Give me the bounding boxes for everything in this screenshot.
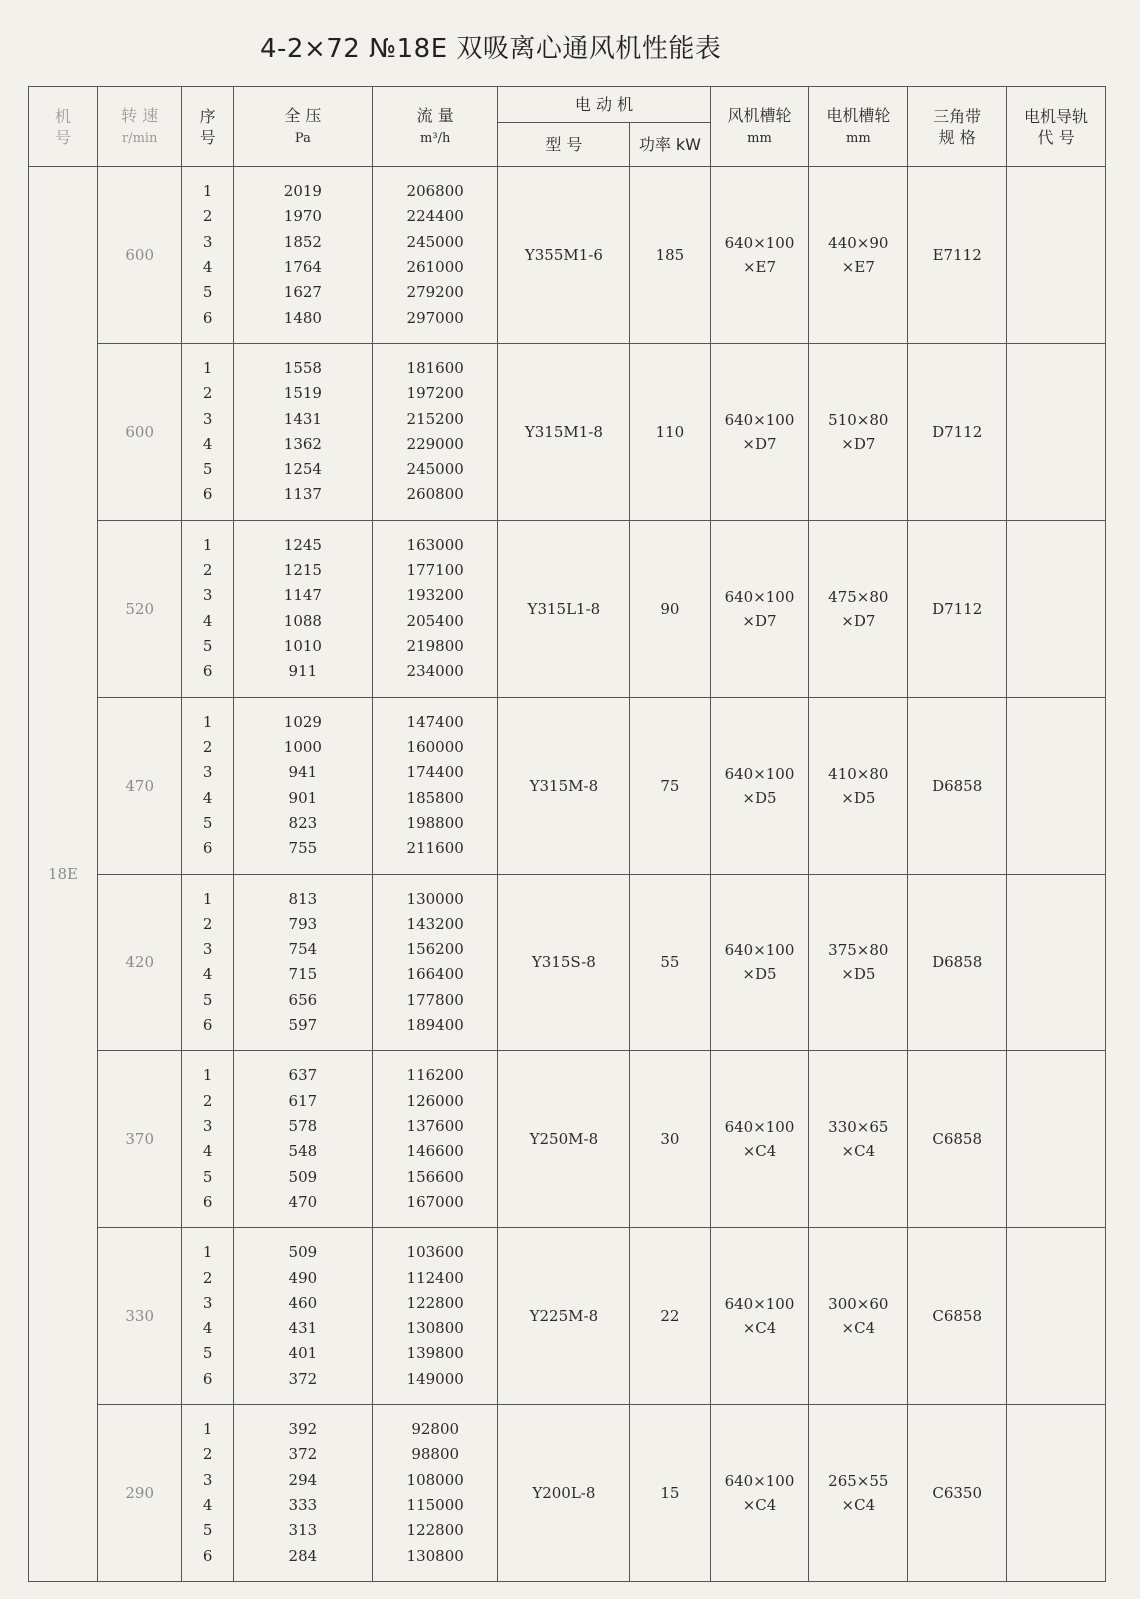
seq-cell-value: 5	[202, 813, 213, 832]
fan-pulley-cell-line: ×C4	[742, 1319, 777, 1338]
pressure-cell-value: 1029	[283, 712, 322, 731]
pressure-cell-value: 1558	[283, 358, 322, 377]
flow-cell-value: 224400	[406, 207, 464, 226]
flow-cell-value: 108000	[406, 1470, 464, 1489]
flow-cell-value: 229000	[406, 434, 464, 453]
pressure-cell-value: 1764	[283, 257, 322, 276]
seq-cell-value: 1	[202, 889, 213, 908]
flow-cell-value: 130800	[406, 1319, 464, 1338]
pressure-cell-value: 392	[288, 1420, 318, 1439]
motor-type-cell: Y315M-8	[498, 697, 630, 874]
motor-pulley-cell-line: ×D7	[841, 434, 876, 453]
pressure-cell	[233, 1228, 372, 1405]
flow-cell-value: 245000	[406, 460, 464, 479]
belt-cell: D7112	[908, 343, 1007, 520]
pressure-cell-value: 1215	[283, 561, 322, 580]
pressure-cell-value: 372	[288, 1445, 318, 1464]
page-title: 4-2×72 №18E 双吸离心通风机性能表	[260, 34, 722, 64]
pressure-cell-value: 715	[288, 965, 318, 984]
header-model-no: 机 号	[29, 87, 98, 167]
table-row	[29, 1228, 1106, 1405]
pressure-cell-value: 490	[288, 1268, 318, 1287]
pressure-cell-value: 313	[288, 1521, 318, 1540]
fan-pulley-cell-line: 640×100	[724, 764, 795, 783]
seq-cell-value: 3	[202, 409, 213, 428]
pressure-cell	[233, 874, 372, 1051]
pressure-cell	[233, 520, 372, 697]
flow-cell-value: 206800	[406, 182, 464, 201]
fan-pulley-cell-line: 640×100	[724, 1295, 795, 1314]
header-speed: 转 速 r/min	[97, 87, 181, 167]
seq-cell-value: 5	[202, 990, 213, 1009]
pressure-cell-value: 1519	[283, 384, 322, 403]
flow-cell-value: 103600	[406, 1243, 464, 1262]
motor-pulley-cell-line: 440×90	[828, 233, 889, 252]
motor-pulley-cell-line: ×E7	[841, 257, 875, 276]
header-pressure: 全 压 Pa	[233, 87, 372, 167]
flow-cell-value: 174400	[406, 763, 464, 782]
pressure-cell-value: 1852	[283, 232, 322, 251]
pressure-cell-value: 754	[288, 940, 318, 959]
motor-pulley-cell	[809, 1405, 908, 1582]
fan-pulley-cell	[710, 520, 809, 697]
flow-cell-value: 193200	[406, 586, 464, 605]
seq-cell-value: 5	[202, 1167, 213, 1186]
pressure-cell-value: 941	[288, 763, 318, 782]
seq-cell-value: 3	[202, 1293, 213, 1312]
rail-cell	[1007, 343, 1106, 520]
fan-pulley-cell	[710, 167, 809, 344]
flow-cell	[372, 520, 498, 697]
seq-cell-value: 3	[202, 940, 213, 959]
table-row	[29, 167, 1106, 344]
pressure-cell-value: 1362	[283, 434, 322, 453]
belt-cell: C6858	[908, 1228, 1007, 1405]
belt-cell: C6858	[908, 1051, 1007, 1228]
pressure-cell-value: 372	[288, 1369, 318, 1388]
pressure-cell-value: 294	[288, 1470, 318, 1489]
seq-cell-value: 6	[202, 839, 213, 858]
motor-power-cell: 185	[630, 167, 710, 344]
seq-cell-value: 2	[202, 384, 213, 403]
fan-model-cell: 18E	[29, 167, 98, 1582]
motor-pulley-cell	[809, 343, 908, 520]
motor-pulley-cell-line: 300×60	[828, 1295, 889, 1314]
flow-cell-value: 245000	[406, 232, 464, 251]
pressure-cell-value: 431	[288, 1319, 318, 1338]
rail-cell	[1007, 1228, 1106, 1405]
fan-pulley-cell	[710, 1405, 809, 1582]
motor-type-cell: Y355M1-6	[498, 167, 630, 344]
flow-cell-value: 181600	[406, 358, 464, 377]
flow-cell-value: 234000	[406, 662, 464, 681]
pressure-cell-value: 813	[288, 889, 318, 908]
seq-cell-value: 6	[202, 1192, 213, 1211]
motor-type-cell: Y315S-8	[498, 874, 630, 1051]
seq-cell-value: 1	[202, 1066, 213, 1085]
table-row	[29, 697, 1106, 874]
pressure-cell-value: 578	[288, 1117, 318, 1136]
seq-cell-value: 3	[202, 586, 213, 605]
flow-cell-value: 156200	[406, 940, 464, 959]
seq-cell	[182, 874, 233, 1051]
seq-cell	[182, 697, 233, 874]
seq-cell-value: 5	[202, 283, 213, 302]
seq-cell-value: 6	[202, 1546, 213, 1565]
motor-power-cell: 30	[630, 1051, 710, 1228]
flow-cell-value: 115000	[406, 1496, 464, 1515]
seq-cell	[182, 343, 233, 520]
seq-cell-value: 5	[202, 460, 213, 479]
seq-cell-value: 4	[202, 434, 213, 453]
motor-power-cell: 15	[630, 1405, 710, 1582]
pressure-cell-value: 548	[288, 1142, 318, 1161]
pressure-cell-value: 901	[288, 788, 318, 807]
flow-cell-value: 116200	[406, 1066, 464, 1085]
motor-type-cell: Y315M1-8	[498, 343, 630, 520]
flow-cell-value: 215200	[406, 409, 464, 428]
flow-cell-value: 185800	[406, 788, 464, 807]
flow-cell	[372, 697, 498, 874]
motor-pulley-cell-line: 375×80	[828, 941, 889, 960]
flow-cell-value: 166400	[406, 965, 464, 984]
motor-pulley-cell	[809, 1228, 908, 1405]
seq-cell-value: 4	[202, 611, 213, 630]
flow-cell-value: 177100	[406, 561, 464, 580]
pressure-cell-value: 911	[288, 662, 318, 681]
header-motor: 电 动 机	[498, 87, 710, 123]
flow-cell-value: 112400	[406, 1268, 464, 1287]
pressure-cell-value: 823	[288, 813, 318, 832]
flow-cell-value: 122800	[406, 1293, 464, 1312]
seq-cell-value: 1	[202, 1420, 213, 1439]
seq-cell-value: 3	[202, 1470, 213, 1489]
pressure-cell-value: 1254	[283, 460, 322, 479]
pressure-cell-value: 1970	[283, 207, 322, 226]
belt-cell: D6858	[908, 874, 1007, 1051]
speed-cell: 330	[97, 1228, 181, 1405]
seq-cell	[182, 520, 233, 697]
pressure-cell	[233, 1405, 372, 1582]
flow-cell-value: 260800	[406, 485, 464, 504]
flow-cell-value: 130000	[406, 889, 464, 908]
fan-pulley-cell	[710, 874, 809, 1051]
seq-cell-value: 4	[202, 1319, 213, 1338]
header-motor-type: 型 号	[498, 123, 630, 167]
flow-cell-value: 167000	[406, 1192, 464, 1211]
motor-pulley-cell-line: 410×80	[828, 764, 889, 783]
motor-power-cell: 55	[630, 874, 710, 1051]
seq-cell-value: 6	[202, 662, 213, 681]
seq-cell-value: 6	[202, 1369, 213, 1388]
pressure-cell-value: 284	[288, 1546, 318, 1565]
pressure-cell	[233, 343, 372, 520]
seq-cell-value: 4	[202, 1496, 213, 1515]
pressure-cell-value: 597	[288, 1016, 318, 1035]
flow-cell-value: 130800	[406, 1546, 464, 1565]
rail-cell	[1007, 874, 1106, 1051]
flow-cell-value: 160000	[406, 737, 464, 756]
motor-pulley-cell-line: ×C4	[841, 1319, 876, 1338]
speed-cell: 520	[97, 520, 181, 697]
pressure-cell-value: 1627	[283, 283, 322, 302]
fan-pulley-cell-line: ×E7	[742, 257, 777, 276]
motor-power-cell: 22	[630, 1228, 710, 1405]
fan-pulley-cell-line: ×D5	[742, 788, 777, 807]
motor-pulley-cell-line: ×C4	[841, 1496, 876, 1515]
motor-pulley-cell	[809, 1051, 908, 1228]
speed-cell: 470	[97, 697, 181, 874]
table-row	[29, 520, 1106, 697]
motor-pulley-cell	[809, 167, 908, 344]
fan-pulley-cell-line: ×D5	[742, 965, 777, 984]
motor-type-cell: Y250M-8	[498, 1051, 630, 1228]
seq-cell-value: 2	[202, 737, 213, 756]
seq-cell-value: 2	[202, 1445, 213, 1464]
flow-cell-value: 143200	[406, 914, 464, 933]
fan-pulley-cell-line: 640×100	[724, 233, 795, 252]
speed-cell: 370	[97, 1051, 181, 1228]
pressure-cell-value: 2019	[283, 182, 322, 201]
rail-cell	[1007, 1051, 1106, 1228]
flow-cell-value: 156600	[406, 1167, 464, 1186]
seq-cell-value: 6	[202, 308, 213, 327]
flow-cell-value: 297000	[406, 308, 464, 327]
pressure-cell-value: 617	[288, 1091, 318, 1110]
flow-cell-value: 279200	[406, 283, 464, 302]
seq-cell	[182, 1051, 233, 1228]
flow-cell-value: 137600	[406, 1117, 464, 1136]
motor-pulley-cell-line: 330×65	[828, 1118, 889, 1137]
flow-cell-value: 98800	[411, 1445, 460, 1464]
pressure-cell-value: 793	[288, 914, 318, 933]
flow-cell	[372, 1405, 498, 1582]
seq-cell	[182, 167, 233, 344]
seq-cell-value: 1	[202, 182, 213, 201]
table-row	[29, 1051, 1106, 1228]
motor-type-cell: Y315L1-8	[498, 520, 630, 697]
fan-pulley-cell-line: 640×100	[724, 587, 795, 606]
pressure-cell-value: 333	[288, 1496, 318, 1515]
flow-cell-value: 149000	[406, 1369, 464, 1388]
header-fan-pulley: 风机槽轮 mm	[710, 87, 809, 167]
motor-power-cell: 110	[630, 343, 710, 520]
flow-cell	[372, 1051, 498, 1228]
belt-cell: D6858	[908, 697, 1007, 874]
pressure-cell-value: 656	[288, 990, 318, 1009]
table-row	[29, 1405, 1106, 1582]
pressure-cell-value: 460	[288, 1293, 318, 1312]
pressure-cell-value: 1147	[283, 586, 322, 605]
seq-cell-value: 6	[202, 485, 213, 504]
motor-pulley-cell-line: ×D7	[841, 611, 876, 630]
speed-cell: 600	[97, 343, 181, 520]
seq-cell-value: 2	[202, 207, 213, 226]
seq-cell-value: 1	[202, 358, 213, 377]
flow-cell-value: 163000	[406, 535, 464, 554]
motor-pulley-cell	[809, 520, 908, 697]
pressure-cell	[233, 167, 372, 344]
fan-pulley-cell-line: 640×100	[724, 1118, 795, 1137]
flow-cell-value: 177800	[406, 990, 464, 1009]
table-row	[29, 874, 1106, 1051]
motor-power-cell: 90	[630, 520, 710, 697]
header-motor-pulley: 电机槽轮 mm	[809, 87, 908, 167]
table-row	[29, 343, 1106, 520]
seq-cell-value: 3	[202, 763, 213, 782]
seq-cell	[182, 1405, 233, 1582]
fan-pulley-cell-line: ×D7	[742, 611, 777, 630]
pressure-cell-value: 470	[288, 1192, 318, 1211]
flow-cell-value: 92800	[411, 1420, 460, 1439]
flow-cell-value: 122800	[406, 1521, 464, 1540]
flow-cell-value: 189400	[406, 1016, 464, 1035]
flow-cell	[372, 874, 498, 1051]
fan-pulley-cell	[710, 343, 809, 520]
flow-cell-value: 261000	[406, 257, 464, 276]
motor-pulley-cell-line: 265×55	[828, 1472, 889, 1491]
motor-type-cell: Y225M-8	[498, 1228, 630, 1405]
seq-cell-value: 1	[202, 1243, 213, 1262]
pressure-cell-value: 755	[288, 839, 318, 858]
seq-cell-value: 6	[202, 1016, 213, 1035]
flow-cell-value: 198800	[406, 813, 464, 832]
flow-cell-value: 205400	[406, 611, 464, 630]
pressure-cell-value: 1088	[283, 611, 322, 630]
header-belt: 三角带 规 格	[908, 87, 1007, 167]
seq-cell-value: 5	[202, 1521, 213, 1540]
seq-cell-value: 3	[202, 232, 213, 251]
motor-power-cell: 75	[630, 697, 710, 874]
motor-pulley-cell-line: ×C4	[841, 1142, 876, 1161]
flow-cell-value: 147400	[406, 712, 464, 731]
header-motor-power: 功率 kW	[630, 123, 710, 167]
flow-cell	[372, 167, 498, 344]
motor-pulley-cell	[809, 697, 908, 874]
pressure-cell-value: 1137	[283, 485, 322, 504]
seq-cell	[182, 1228, 233, 1405]
seq-cell-value: 3	[202, 1117, 213, 1136]
pressure-cell-value: 637	[288, 1066, 318, 1085]
seq-cell-value: 5	[202, 636, 213, 655]
fan-pulley-cell	[710, 1228, 809, 1405]
pressure-cell-value: 1245	[283, 535, 322, 554]
seq-cell-value: 5	[202, 1344, 213, 1363]
seq-cell-value: 4	[202, 1142, 213, 1161]
speed-cell: 600	[97, 167, 181, 344]
speed-cell: 420	[97, 874, 181, 1051]
seq-cell-value: 4	[202, 965, 213, 984]
header-rail: 电机导轨 代 号	[1007, 87, 1106, 167]
fan-pulley-cell-line: 640×100	[724, 941, 795, 960]
flow-cell-value: 211600	[406, 839, 464, 858]
motor-type-cell: Y200L-8	[498, 1405, 630, 1582]
header-flow: 流 量 m³/h	[372, 87, 498, 167]
pressure-cell-value: 1000	[283, 737, 322, 756]
belt-cell: E7112	[908, 167, 1007, 344]
motor-pulley-cell	[809, 874, 908, 1051]
header-seq: 序 号	[182, 87, 233, 167]
fan-pulley-cell-line: 640×100	[724, 1472, 795, 1491]
seq-cell-value: 1	[202, 535, 213, 554]
flow-cell	[372, 343, 498, 520]
speed-cell: 290	[97, 1405, 181, 1582]
motor-pulley-cell-line: 475×80	[828, 587, 889, 606]
pressure-cell-value: 1431	[283, 409, 322, 428]
belt-cell: C6350	[908, 1405, 1007, 1582]
flow-cell-value: 146600	[406, 1142, 464, 1161]
flow-cell	[372, 1228, 498, 1405]
pressure-cell-value: 509	[288, 1167, 318, 1186]
motor-pulley-cell-line: ×D5	[841, 965, 876, 984]
performance-table	[28, 86, 1106, 1582]
seq-cell-value: 2	[202, 914, 213, 933]
seq-cell-value: 4	[202, 257, 213, 276]
fan-pulley-cell-line: ×D7	[742, 434, 777, 453]
rail-cell	[1007, 1405, 1106, 1582]
pressure-cell-value: 1480	[283, 308, 322, 327]
flow-cell-value: 197200	[406, 384, 464, 403]
pressure-cell-value: 1010	[283, 636, 322, 655]
pressure-cell	[233, 1051, 372, 1228]
motor-pulley-cell-line: 510×80	[828, 410, 889, 429]
fan-pulley-cell	[710, 1051, 809, 1228]
pressure-cell	[233, 697, 372, 874]
motor-pulley-cell-line: ×D5	[841, 788, 876, 807]
fan-pulley-cell-line: ×C4	[742, 1142, 777, 1161]
seq-cell-value: 2	[202, 561, 213, 580]
flow-cell-value: 126000	[406, 1091, 464, 1110]
fan-pulley-cell-line: ×C4	[742, 1496, 777, 1515]
fan-pulley-cell-line: 640×100	[724, 410, 795, 429]
seq-cell-value: 2	[202, 1091, 213, 1110]
seq-cell-value: 2	[202, 1268, 213, 1287]
fan-pulley-cell	[710, 697, 809, 874]
rail-cell	[1007, 520, 1106, 697]
pressure-cell-value: 509	[288, 1243, 318, 1262]
rail-cell	[1007, 697, 1106, 874]
belt-cell: D7112	[908, 520, 1007, 697]
seq-cell-value: 1	[202, 712, 213, 731]
seq-cell-value: 4	[202, 788, 213, 807]
rail-cell	[1007, 167, 1106, 344]
pressure-cell-value: 401	[288, 1344, 318, 1363]
flow-cell-value: 139800	[406, 1344, 464, 1363]
flow-cell-value: 219800	[406, 636, 464, 655]
